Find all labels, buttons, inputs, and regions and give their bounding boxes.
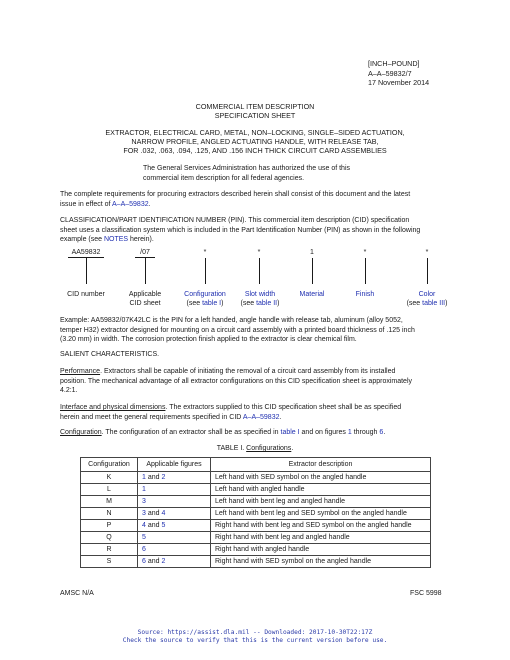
pin-label-color: Color (see table III) (406, 291, 448, 307)
pin-label-material: Material (299, 291, 325, 298)
document-date: 17 November 2014 (368, 78, 430, 87)
figure-link[interactable]: 3 (142, 510, 146, 517)
figures-cell: 6 and 2 (138, 556, 211, 568)
figure-6-link[interactable]: 6 (379, 429, 384, 436)
figure-link[interactable]: 5 (161, 522, 166, 529)
document-header (368, 59, 429, 88)
notes-link[interactable]: NOTES (103, 236, 129, 244)
figures-cell (138, 532, 211, 544)
pin-tick (86, 258, 87, 284)
pin-label-slot: Slot width (see table II) (240, 291, 280, 307)
figure-link[interactable]: 1 (142, 486, 146, 493)
column-header: Configuration (81, 458, 138, 472)
figure-link[interactable]: 5 (142, 534, 146, 541)
config-cell: N (81, 508, 138, 520)
requirements-line2: issue in effect of A–A–59832. (60, 200, 151, 208)
description-cell: Left hand with angled handle (211, 484, 431, 496)
pin-label-sheet: Applicable CID sheet (128, 291, 162, 307)
subject-title (0, 128, 510, 155)
config-cell: R (81, 544, 138, 556)
config-cell: L (81, 484, 138, 496)
example-line1: Example: AA59832/07K42LC is the PIN for a left handed, angle handle with release tab, aluminum (alloy 5052, (60, 317, 403, 324)
description-cell: Right hand with angled handle (211, 544, 431, 556)
pin-part-color: * (425, 249, 429, 256)
figure-link[interactable]: 6 (142, 558, 146, 565)
table-row (81, 496, 431, 508)
source-footer (0, 629, 510, 645)
config-cell: Q (81, 532, 138, 544)
description-cell: Right hand with bent leg and angled handle (211, 532, 431, 544)
pin-part-finish: * (363, 249, 367, 256)
requirements-line1: The complete requirements for procuring extractors described herein shall consist of this document and the latest (60, 191, 411, 198)
pin-part-cid: AA59832 (71, 249, 101, 256)
figures-cell: 1 and 2 (138, 472, 211, 484)
figure-1-link[interactable]: 1 (347, 429, 352, 436)
table-i-link[interactable]: table I (280, 429, 300, 436)
inch-pound-label: [INCH–POUND] (368, 59, 420, 68)
pin-label-configuration: Configuration (see table I) (184, 291, 226, 307)
description-cell: Left hand with bent leg and SED symbol on the angled handle (211, 508, 431, 520)
classification-line3: example (see NOTES herein). (60, 236, 154, 244)
pin-part-material: 1 (310, 249, 314, 256)
figures-cell: 4 and 5 (138, 520, 211, 532)
table-row (81, 472, 431, 484)
configuration-heading: Configuration (60, 429, 102, 436)
figure-link[interactable]: 2 (161, 474, 166, 481)
figures-cell (138, 484, 211, 496)
interface-heading: Interface and physical dimensions (60, 404, 166, 411)
column-header: Extractor description (211, 458, 431, 472)
salient-heading: SALIENT CHARACTERISTICS. (60, 351, 160, 358)
aa59832-link[interactable]: A–A–59832 (112, 200, 149, 208)
amsc-label: AMSC N/A (60, 590, 94, 597)
figure-link[interactable]: 4 (142, 522, 146, 529)
table-row (81, 556, 431, 568)
pin-part-sheet: /07 (140, 249, 150, 256)
figures-cell (138, 496, 211, 508)
aa59832-link[interactable]: A–A–59832 (242, 413, 280, 421)
pin-tick (427, 258, 428, 284)
figures-cell: 3 and 4 (138, 508, 211, 520)
config-cell: S (81, 556, 138, 568)
configurations-table (80, 457, 431, 568)
pin-tick (145, 258, 146, 284)
classification-paragraph (60, 216, 455, 245)
fsc-label: FSC 5998 (410, 590, 442, 597)
description-cell: Left hand with bent leg and angled handle (211, 496, 431, 508)
description-cell: Right hand with bent leg and SED symbol on the angled handle (211, 520, 431, 532)
pin-label-cid: CID number (67, 291, 105, 298)
gsa-note-line1: The General Services Administration has authorized the use of this (143, 165, 350, 172)
performance-paragraph: Performance. Extractors shall be capable of initiating the removal of a circuit card assembly from its installed position. The mechanical advantage of all extractor configurations on this CID specification sheet is approximately 4.2:1. (60, 368, 413, 395)
table-row (81, 520, 431, 532)
document-number: A–A–59832/7 (368, 68, 412, 78)
requirements-paragraph (60, 190, 455, 209)
figure-link[interactable]: 4 (161, 510, 166, 517)
interface-paragraph: Interface and physical dimensions. The extractors supplied to this CID specification sheet shall be as specified herein and meet the general requirements specified in CID A–A–59832. (60, 404, 402, 421)
pin-tick (365, 258, 366, 284)
doc-title (0, 102, 510, 120)
table-row (81, 532, 431, 544)
table-row (81, 544, 431, 556)
config-cell: M (81, 496, 138, 508)
table-header-row (81, 458, 431, 472)
figures-cell (138, 544, 211, 556)
pin-part-slot: * (257, 249, 261, 256)
doc-title-line1: COMMERCIAL ITEM DESCRIPTION (195, 102, 315, 111)
performance-heading: Performance (60, 368, 101, 375)
column-header: Applicable figures (138, 458, 211, 472)
description-cell: Right hand with SED symbol on the angled handle (211, 556, 431, 568)
example-line3: (3.20 mm) in width. The corrosion protection finish applied to the extractor is clear chemical film. (60, 336, 357, 344)
pin-label-finish: Finish (355, 291, 375, 298)
pin-part-config: * (203, 249, 207, 256)
subject-line1: EXTRACTOR, ELECTRICAL CARD, METAL, NON–LOCKING, SINGLE–SIDED ACTUATION, (105, 128, 405, 137)
doc-title-line2: SPECIFICATION SHEET (214, 111, 296, 120)
table-i-link[interactable]: table I (202, 300, 222, 307)
table-row (81, 508, 431, 520)
gsa-note-line2: commercial item description for all federal agencies. (143, 174, 305, 182)
figure-link[interactable]: 1 (142, 474, 146, 481)
pin-tick (312, 258, 313, 284)
example-paragraph (60, 316, 455, 345)
example-line2: temper H32) extractor designed for mounting on a circuit card assembly with a printed board thickness of .125 inch (60, 326, 415, 334)
description-cell: Left hand with SED symbol on the angled handle (211, 472, 431, 484)
pin-tick (259, 258, 260, 284)
config-cell: P (81, 520, 138, 532)
config-cell: K (81, 472, 138, 484)
table-ii-link[interactable]: table II (256, 300, 278, 307)
subject-line3: FOR .032, .063, .094, .125, AND .156 INCH THICK CIRCUIT CARD ASSEMBLIES (123, 146, 387, 155)
configuration-paragraph: Configuration. The configuration of an extractor shall be as specified in table I and on figures 1 through 6. (60, 429, 386, 436)
figure-link[interactable]: 3 (142, 498, 146, 505)
table-iii-link[interactable]: table III (422, 300, 446, 307)
pin-tick (205, 258, 206, 284)
figure-link[interactable]: 6 (142, 546, 146, 553)
table-row (81, 484, 431, 496)
source-line2: Check the source to verify that this is the current version before use. (122, 637, 388, 644)
gsa-note (143, 164, 350, 183)
subject-line2: NARROW PROFILE, ANGLED ACTUATING HANDLE, WITH RELEASE TAB, (131, 137, 379, 146)
table-caption: TABLE I. Configurations. (216, 445, 294, 452)
classification-line2: sheet uses a classification system which is included in the Part Identification Number (PIN) as shown in the following (60, 226, 421, 234)
classification-line1: CLASSIFICATION/PART IDENTIFICATION NUMBER (PIN). This commercial item description (CID) specification (60, 217, 410, 224)
source-line1[interactable]: Source: https://assist.dla.mil -- Downloaded: 2017-10-30T22:17Z (137, 629, 373, 636)
figure-link[interactable]: 2 (161, 558, 166, 565)
